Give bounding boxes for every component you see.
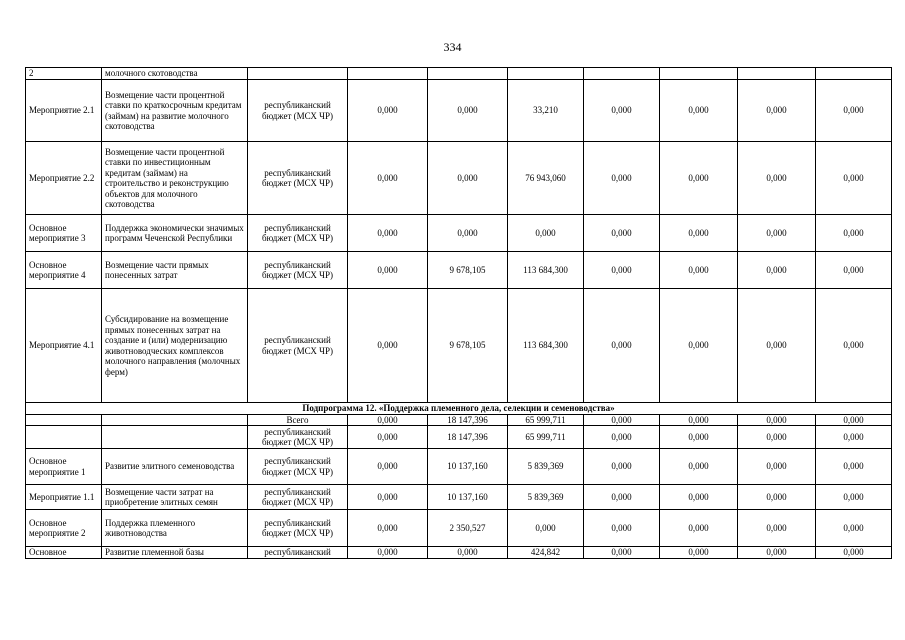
funding-source-cell: республиканский — [248, 547, 348, 559]
amount-cell: 0,000 — [584, 414, 660, 426]
measure-name-cell: Возмещение части затрат на приобретение элитных семян — [102, 485, 248, 510]
funding-source-cell: республиканский бюджет (МСХ ЧР) — [248, 215, 348, 252]
page-number: 334 — [443, 40, 462, 54]
measure-code-cell — [26, 414, 102, 426]
amount-cell: 5 839,369 — [508, 449, 584, 485]
measure-name-cell: Субсидирование на возмещение прямых понесенных затрат на создание и (или) модернизацию животноводческих комплексов молочного направления (молочных ферм) — [102, 289, 248, 403]
amount-cell: 0,000 — [348, 80, 428, 142]
amount-cell — [660, 68, 738, 80]
amount-cell: 0,000 — [738, 80, 816, 142]
amount-cell: 0,000 — [660, 426, 738, 449]
measure-code-cell: Мероприятие 1.1 — [26, 485, 102, 510]
amount-cell: 0,000 — [660, 142, 738, 215]
funding-source-cell: республиканский бюджет (МСХ ЧР) — [248, 449, 348, 485]
amount-cell: 0,000 — [660, 414, 738, 426]
measure-name-cell: Развитие племенной базы — [102, 547, 248, 559]
table-row — [26, 252, 892, 289]
table-row — [26, 142, 892, 215]
subprogram-title: Подпрограмма 12. «Поддержка племенного дела, селекции и семеноводства» — [26, 403, 892, 415]
amount-cell: 0,000 — [816, 252, 892, 289]
amount-cell: 0,000 — [816, 485, 892, 510]
amount-cell: 0,000 — [738, 510, 816, 547]
amount-cell: 0,000 — [584, 142, 660, 215]
amount-cell: 9 678,105 — [428, 289, 508, 403]
amount-cell: 0,000 — [660, 289, 738, 403]
funding-source-cell: республиканский бюджет (МСХ ЧР) — [248, 426, 348, 449]
table-row — [26, 414, 892, 426]
amount-cell: 0,000 — [738, 289, 816, 403]
amount-cell: 0,000 — [348, 414, 428, 426]
amount-cell: 0,000 — [738, 252, 816, 289]
amount-cell — [508, 68, 584, 80]
amount-cell: 0,000 — [584, 252, 660, 289]
amount-cell: 0,000 — [816, 426, 892, 449]
measure-code-cell: Мероприятие 4.1 — [26, 289, 102, 403]
amount-cell: 0,000 — [816, 142, 892, 215]
amount-cell: 0,000 — [428, 80, 508, 142]
funding-source-cell: республиканский бюджет (МСХ ЧР) — [248, 289, 348, 403]
amount-cell: 0,000 — [816, 547, 892, 559]
amount-cell: 0,000 — [584, 215, 660, 252]
table-row — [26, 215, 892, 252]
table-row — [26, 289, 892, 403]
amount-cell: 10 137,160 — [428, 485, 508, 510]
amount-cell: 424,842 — [508, 547, 584, 559]
amount-cell: 18 147,396 — [428, 426, 508, 449]
amount-cell: 0,000 — [660, 485, 738, 510]
funding-source-cell: республиканский бюджет (МСХ ЧР) — [248, 485, 348, 510]
amount-cell: 0,000 — [584, 449, 660, 485]
amount-cell: 0,000 — [348, 252, 428, 289]
amount-cell: 0,000 — [584, 289, 660, 403]
funding-source-cell: Всего — [248, 414, 348, 426]
amount-cell: 0,000 — [816, 289, 892, 403]
table-row — [26, 449, 892, 485]
measure-code-cell: Основное мероприятие 4 — [26, 252, 102, 289]
measure-name-cell: Поддержка племенного животноводства — [102, 510, 248, 547]
amount-cell: 0,000 — [348, 547, 428, 559]
amount-cell: 0,000 — [348, 510, 428, 547]
amount-cell: 33,210 — [508, 80, 584, 142]
measure-name-cell: Возмещение части процентной ставки по инвестиционным кредитам (займам) на строительство и реконструкцию объектов для молочного скотоводства — [102, 142, 248, 215]
table-row — [26, 510, 892, 547]
amount-cell: 0,000 — [660, 449, 738, 485]
amount-cell: 0,000 — [816, 414, 892, 426]
amount-cell: 0,000 — [738, 215, 816, 252]
measure-code-cell: Основное мероприятие 2 — [26, 510, 102, 547]
measure-code-cell: Основное мероприятие 1 — [26, 449, 102, 485]
amount-cell: 2 350,527 — [428, 510, 508, 547]
amount-cell: 0,000 — [584, 510, 660, 547]
amount-cell: 0,000 — [660, 252, 738, 289]
amount-cell: 0,000 — [738, 449, 816, 485]
measure-name-cell — [102, 414, 248, 426]
amount-cell: 0,000 — [348, 449, 428, 485]
measure-code-cell — [26, 426, 102, 449]
measure-name-cell — [102, 426, 248, 449]
amount-cell: 0,000 — [816, 80, 892, 142]
measure-name-cell: Развитие элитного семеноводства — [102, 449, 248, 485]
amount-cell: 0,000 — [584, 547, 660, 559]
amount-cell — [738, 68, 816, 80]
amount-cell: 65 999,711 — [508, 426, 584, 449]
amount-cell: 0,000 — [738, 414, 816, 426]
amount-cell: 113 684,300 — [508, 289, 584, 403]
amount-cell — [428, 68, 508, 80]
amount-cell: 0,000 — [348, 485, 428, 510]
amount-cell — [816, 68, 892, 80]
amount-cell: 0,000 — [348, 215, 428, 252]
measure-name-cell: Возмещение части прямых понесенных затрат — [102, 252, 248, 289]
amount-cell: 0,000 — [584, 485, 660, 510]
table-row — [26, 485, 892, 510]
amount-cell: 0,000 — [348, 426, 428, 449]
funding-source-cell: республиканский бюджет (МСХ ЧР) — [248, 142, 348, 215]
amount-cell: 0,000 — [660, 510, 738, 547]
measure-name-cell: Поддержка экономически значимых программ Чеченской Республики — [102, 215, 248, 252]
amount-cell: 0,000 — [428, 142, 508, 215]
subprogram-header-row — [26, 403, 892, 415]
amount-cell: 0,000 — [660, 80, 738, 142]
amount-cell: 9 678,105 — [428, 252, 508, 289]
funding-source-cell — [248, 68, 348, 80]
amount-cell: 10 137,160 — [428, 449, 508, 485]
amount-cell: 0,000 — [660, 215, 738, 252]
amount-cell: 0,000 — [508, 215, 584, 252]
amount-cell: 0,000 — [816, 449, 892, 485]
amount-cell: 0,000 — [348, 289, 428, 403]
funding-source-cell: республиканский бюджет (МСХ ЧР) — [248, 510, 348, 547]
amount-cell — [584, 68, 660, 80]
table-row — [26, 426, 892, 449]
amount-cell: 0,000 — [816, 215, 892, 252]
amount-cell: 65 999,711 — [508, 414, 584, 426]
measure-name-cell: молочного скотоводства — [102, 68, 248, 80]
amount-cell: 18 147,396 — [428, 414, 508, 426]
table-row — [26, 547, 892, 559]
measure-code-cell: Мероприятие 2.2 — [26, 142, 102, 215]
measure-name-cell: Возмещение части процентной ставки по краткосрочным кредитам (займам) на развитие молочного скотоводства — [102, 80, 248, 142]
table-row — [26, 80, 892, 142]
measure-code-cell: Мероприятие 2.1 — [26, 80, 102, 142]
amount-cell: 76 943,060 — [508, 142, 584, 215]
amount-cell: 0,000 — [508, 510, 584, 547]
amount-cell: 0,000 — [738, 485, 816, 510]
amount-cell: 113 684,300 — [508, 252, 584, 289]
amount-cell: 0,000 — [738, 547, 816, 559]
amount-cell: 0,000 — [584, 426, 660, 449]
amount-cell: 0,000 — [428, 547, 508, 559]
funding-source-cell: республиканский бюджет (МСХ ЧР) — [248, 80, 348, 142]
amount-cell — [348, 68, 428, 80]
measure-code-cell: Основное мероприятие 3 — [26, 215, 102, 252]
budget-table — [25, 67, 892, 559]
amount-cell: 0,000 — [428, 215, 508, 252]
amount-cell: 0,000 — [738, 426, 816, 449]
measure-code-cell: Основное — [26, 547, 102, 559]
amount-cell: 0,000 — [348, 142, 428, 215]
table-row — [26, 68, 892, 80]
amount-cell: 0,000 — [816, 510, 892, 547]
measure-code-cell: 2 — [26, 68, 102, 80]
amount-cell: 5 839,369 — [508, 485, 584, 510]
funding-source-cell: республиканский бюджет (МСХ ЧР) — [248, 252, 348, 289]
amount-cell: 0,000 — [738, 142, 816, 215]
amount-cell: 0,000 — [660, 547, 738, 559]
amount-cell: 0,000 — [584, 80, 660, 142]
